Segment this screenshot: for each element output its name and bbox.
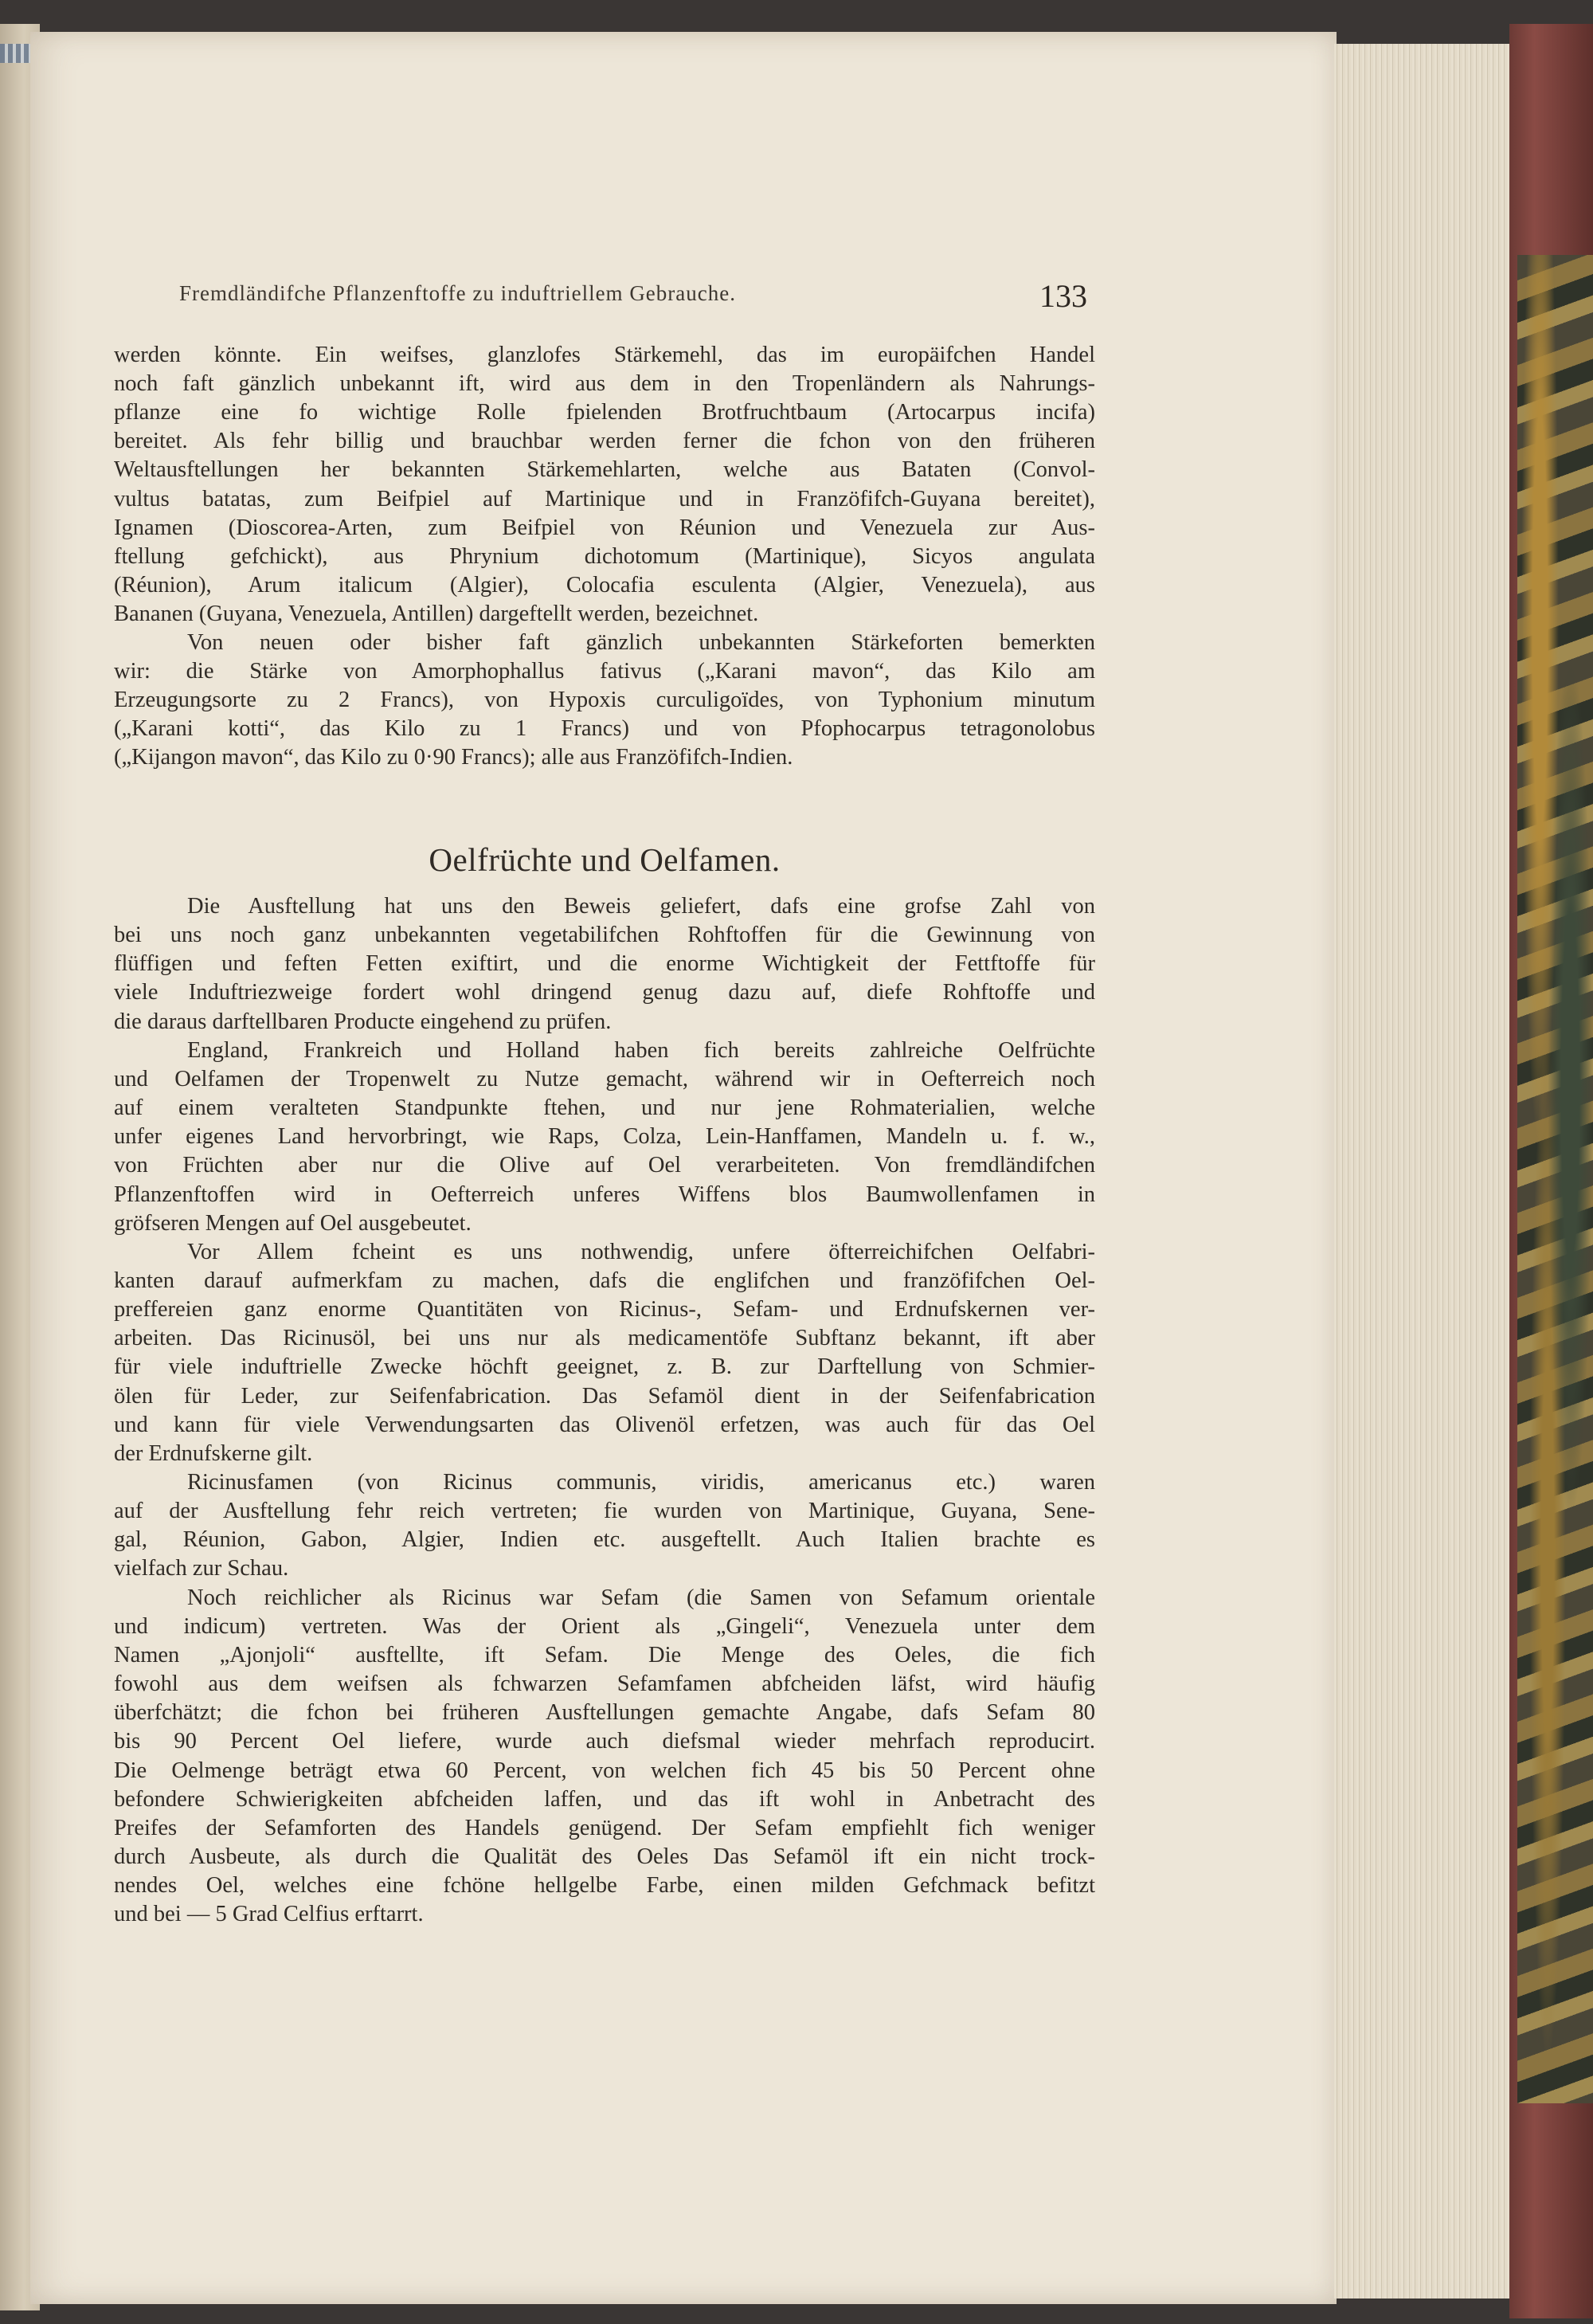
text-line: auf einem veralteten Standpunkte ftehen, und nur jene Rohmaterialien, welche: [114, 1095, 1095, 1121]
text-line: Vor Allem fcheint es uns nothwendig, unfere öfterreichifchen Oelfabri-: [187, 1239, 1095, 1264]
text-line: ölen für Leder, zur Seifenfabrication. Das Sefamöl dient in der Seifenfabrication: [114, 1383, 1095, 1409]
text-line: Erzeugungsorte zu 2 Francs), von Hypoxis curculigoïdes, von Typhonium minutum: [114, 688, 1095, 713]
text-line: gal, Réunion, Gabon, Algier, Indien etc. ausgeftellt. Auch Italien brachte es: [114, 1527, 1095, 1553]
text-line: Ignamen (Dioscorea-Arten, zum Beifpiel von Réunion und Venezuela zur Aus-: [114, 515, 1095, 540]
marbled-edge: [1517, 255, 1593, 2103]
text-line: fowohl aus dem weifsen als fchwarzen Sefamfamen abfcheiden läfst, wird häufig: [114, 1671, 1095, 1697]
text-line: ftellung gefchickt), aus Phrynium dichotomum (Martinique), Sicyos angulata: [114, 543, 1095, 569]
text-line: befondere Schwierigkeiten abfcheiden laffen, und das ift wohl in Anbetracht des: [114, 1786, 1095, 1812]
text-line: arbeiten. Das Ricinusöl, bei uns nur als medicamentöfe Subftanz bekannt, ift aber: [114, 1326, 1095, 1351]
text-line: vielfach zur Schau.: [114, 1556, 289, 1581]
text-line: bis 90 Percent Oel liefere, wurde auch diefsmal wieder mehrfach reproducirt.: [114, 1729, 1095, 1754]
text-line: flüffigen und feften Fetten exiftirt, und die enorme Wichtigkeit der Fettftoffe für: [114, 951, 1095, 977]
text-line: Weltausftellungen her bekannten Stärkemehlarten, welche aus Bataten (Convol-: [114, 457, 1095, 483]
text-line: bei uns noch ganz unbekannten vegetabilifchen Rohftoffen für die Gewinnung von: [114, 923, 1095, 948]
text-line: („Karani kotti“, das Kilo zu 1 Francs) und von Pfophocarpus tetragonolobus: [114, 716, 1095, 742]
text-line: vultus batatas, zum Beifpiel auf Martinique und in Franzöfifch-Guyana bereitet),: [114, 486, 1095, 511]
text-line: Die Ausftellung hat uns den Beweis geliefert, dafs eine grofse Zahl von: [187, 894, 1095, 919]
running-head: [179, 277, 1087, 317]
text-line: nendes Oel, welches eine fchöne hellgelbe Farbe, einen milden Gefchmack befitzt: [114, 1873, 1095, 1899]
text-line: („Kijangon mavon“, das Kilo zu 0·90 Francs); alle aus Franzöfifch-Indien.: [114, 745, 793, 770]
text-line: noch faft gänzlich unbekannt ift, wird aus dem in den Tropenländern als Nahrungs-: [114, 371, 1095, 397]
text-line: gröfseren Mengen auf Oel ausgebeutet.: [114, 1210, 472, 1236]
text-line: wir: die Stärke von Amorphophallus fativus („Karani mavon“, das Kilo am: [114, 659, 1095, 684]
text-line: durch Ausbeute, als durch die Qualität des Oeles Das Sefamöl ift ein nicht trock-: [114, 1844, 1095, 1869]
text-line: Bananen (Guyana, Venezuela, Antillen) dargeftellt werden, bezeichnet.: [114, 601, 759, 626]
text-line: der Erdnufskerne gilt.: [114, 1440, 313, 1466]
text-line: (Réunion), Arum italicum (Algier), Colocafia esculenta (Algier, Venezuela), aus: [114, 572, 1095, 598]
page-block-edges: [1334, 44, 1513, 2299]
text-line: und bei — 5 Grad Celfius erftarrt.: [114, 1902, 424, 1927]
text-line: kanten darauf aufmerkfam zu machen, dafs die englifchen und franzöfifchen Oel-: [114, 1268, 1095, 1293]
text-line: Namen „Ajonjoli“ ausftellte, ift Sefam. Die Menge des Oeles, die fich: [114, 1642, 1095, 1668]
text-line: für viele induftrielle Zwecke höchft geeignet, z. B. zur Darftellung von Schmier-: [114, 1354, 1095, 1380]
text-line: unfer eigenes Land hervorbringt, wie Raps, Colza, Lein-Hanffamen, Mandeln u. f. w.,: [114, 1124, 1095, 1150]
text-line: die daraus darftellbaren Producte eingehend zu prüfen.: [114, 1009, 612, 1034]
text-line: überfchätzt; die fchon bei früheren Ausftellungen gemachte Angabe, dafs Sefam 80: [114, 1700, 1095, 1726]
text-line: und kann für viele Verwendungsarten das Olivenöl erfetzen, was auch für das Oel: [114, 1412, 1095, 1437]
text-line: werden könnte. Ein weifses, glanzlofes Stärkemehl, das im europäifchen Handel: [114, 343, 1095, 367]
text-line: Pflanzenftoffen wird in Oefterreich unferes Wiffens blos Baumwollenfamen in: [114, 1182, 1095, 1207]
text-line: Die Oelmenge beträgt etwa 60 Percent, von welchen fich 45 bis 50 Percent ohne: [114, 1758, 1095, 1783]
text-line: und Oelfamen der Tropenwelt zu Nutze gemacht, während wir in Oefterreich noch: [114, 1066, 1095, 1091]
page-number: 133: [1039, 278, 1087, 314]
section-heading: Oelfrüchte und Oelfamen.: [429, 841, 781, 878]
text-line: England, Frankreich und Holland haben fich bereits zahlreiche Oelfrüchte: [187, 1037, 1095, 1063]
text-line: preffereien ganz enorme Quantitäten von Ricinus-, Sefam- und Erdnufskernen ver-: [114, 1297, 1095, 1323]
text-line: Von neuen oder bisher faft gänzlich unbekannten Stärkeforten bemerkten: [187, 630, 1095, 655]
text-line: Preifes der Sefamforten des Handels genügend. Der Sefam empfiehlt fich weniger: [114, 1815, 1095, 1840]
text-line: Ricinusfamen (von Ricinus communis, viridis, americanus etc.) waren: [187, 1470, 1095, 1495]
text-line: pflanze eine fo wichtige Rolle fpielenden Brotfruchtbaum (Artocarpus incifa): [114, 400, 1095, 425]
text-line: Noch reichlicher als Ricinus war Sefam (die Samen von Sefamum orientale: [187, 1585, 1095, 1610]
text-line: auf der Ausftellung fehr reich vertreten; fie wurden von Martinique, Guyana, Sene-: [114, 1499, 1095, 1524]
running-title: Fremdländifche Pflanzenftoffe zu induftriellem Gebrauche.: [179, 281, 736, 305]
text-line: und indicum) vertreten. Was der Orient als „Gingeli“, Venezuela unter dem: [114, 1613, 1095, 1639]
text-line: bereitet. Als fehr billig und brauchbar werden ferner die fchon von den früheren: [114, 429, 1095, 454]
text-line: viele Induftriezweige fordert wohl dringend genug dazu auf, diefe Rohftoffe und: [114, 980, 1095, 1005]
text-line: von Früchten aber nur die Olive auf Oel verarbeiteten. Von fremdländifchen: [114, 1153, 1095, 1178]
